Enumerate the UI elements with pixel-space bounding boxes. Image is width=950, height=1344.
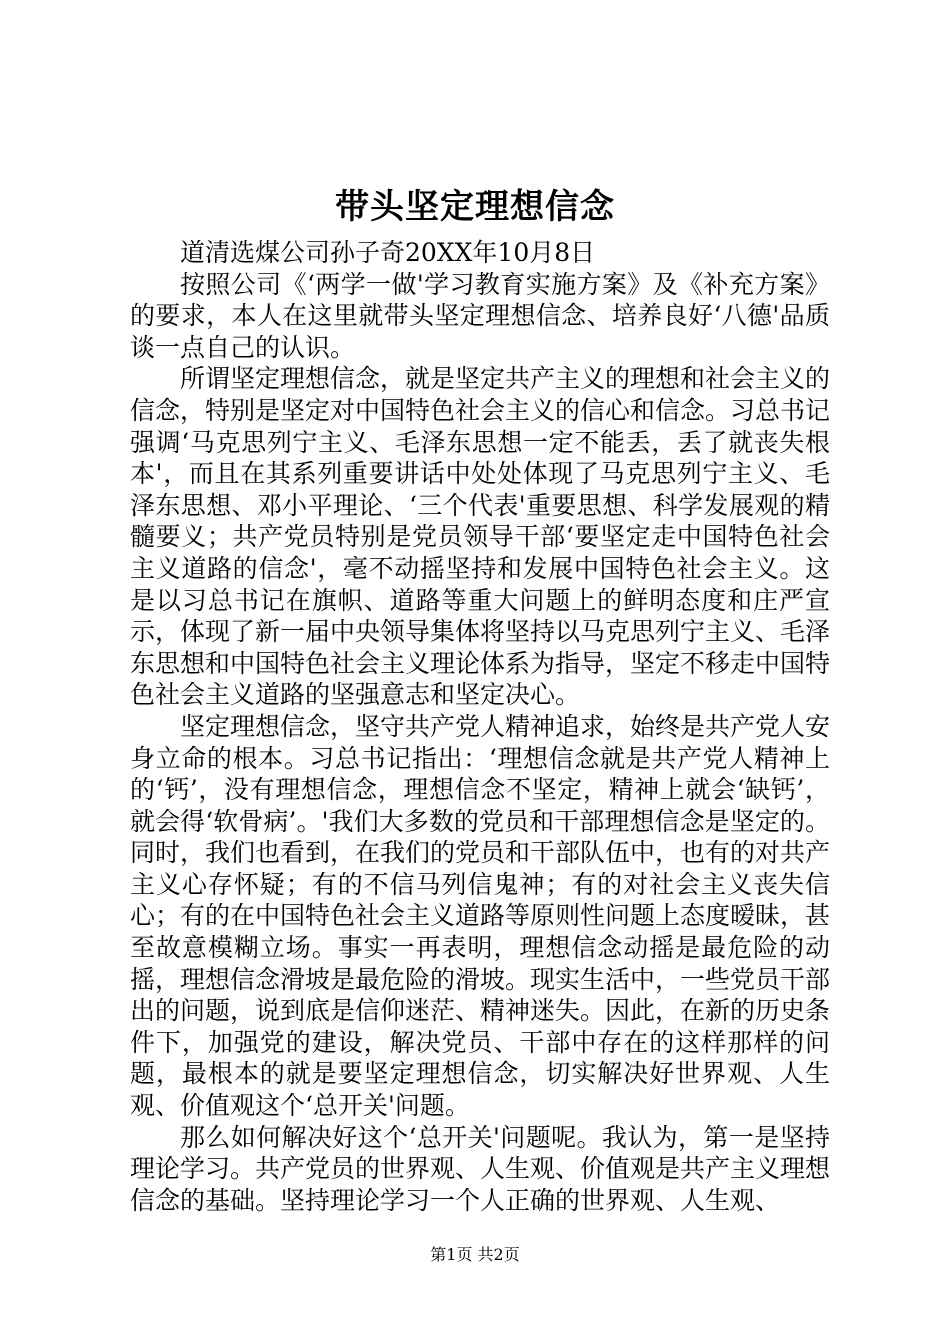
page-footer: 第1页 共2页 xyxy=(430,1245,520,1264)
paragraph: 坚定理想信念，坚守共产党人精神追求，始终是共产党人安身立命的根本。习总书记指出：‘理想信念就是共产党人精神上的‘钙’，没有理想信念，理想信念不坚定，精神上就会‘缺钙’，就会得‘软骨病’。'我们大多数的党员和干部理想信念是坚定的。同时，我们也看到，在我们的党员和干部队伍中，也有的对共产主义心存怀疑；有的不信马列信鬼神；有的对社会主义丧失信心；有的在中国特色社会主义道路等原则性问题上态度暧昧，甚至故意模糊立场。事实一再表明，理想信念动摇是最危险的动摇，理想信念滑坡是最危险的滑坡。现实生活中，一些党员干部出的问题，说到底是信仰迷茫、精神迷失。因此，在新的历史条件下，加强党的建设，解决党员、干部中存在的这样那样的问题，最根本的就是要坚定理想信念，切实解决好世界观、人生观、价值观这个‘总开关'问题。 xyxy=(130,711,831,1121)
paragraph: 所谓坚定理想信念，就是坚定共产主义的理想和社会主义的信念，特别是坚定对中国特色社会主义的信心和信念。习总书记强调‘马克思列宁主义、毛泽东思想一定不能丢，丢了就丧失根本'，而且在其系列重要讲话中处处体现了马克思列宁主义、毛泽东思想、邓小平理论、‘三个代表'重要思想、科学发展观的精髓要义；共产党员特别是党员领导干部‘要坚定走中国特色社会主义道路的信念'，毫不动摇坚持和发展中国特色社会主义。这是以习总书记在旗帜、道路等重大问题上的鲜明态度和庄严宣示，体现了新一届中央领导集体将坚持以马克思列宁主义、毛泽东思想和中国特色社会主义理论体系为指导，坚定不移走中国特色社会主义道路的坚强意志和坚定决心。 xyxy=(130,364,831,710)
byline: 道清选煤公司孙子奇20XX年10月8日 xyxy=(180,238,596,267)
paragraph: 那么如何解决好这个‘总开关'问题呢。我认为，第一是坚持理论学习。共产党员的世界观、人生观、价值观是共产主义理想信念的基础。坚持理论学习一个人正确的世界观、人生观、 xyxy=(130,1122,831,1215)
document-title: 带头坚定理想信念 xyxy=(335,187,615,227)
paragraph: 按照公司《‘两学一做'学习教育实施方案》及《补充方案》的要求，本人在这里就带头坚定理想信念、培养良好‘八德'品质谈一点自己的认识。 xyxy=(130,269,830,362)
document-body xyxy=(130,237,830,1216)
